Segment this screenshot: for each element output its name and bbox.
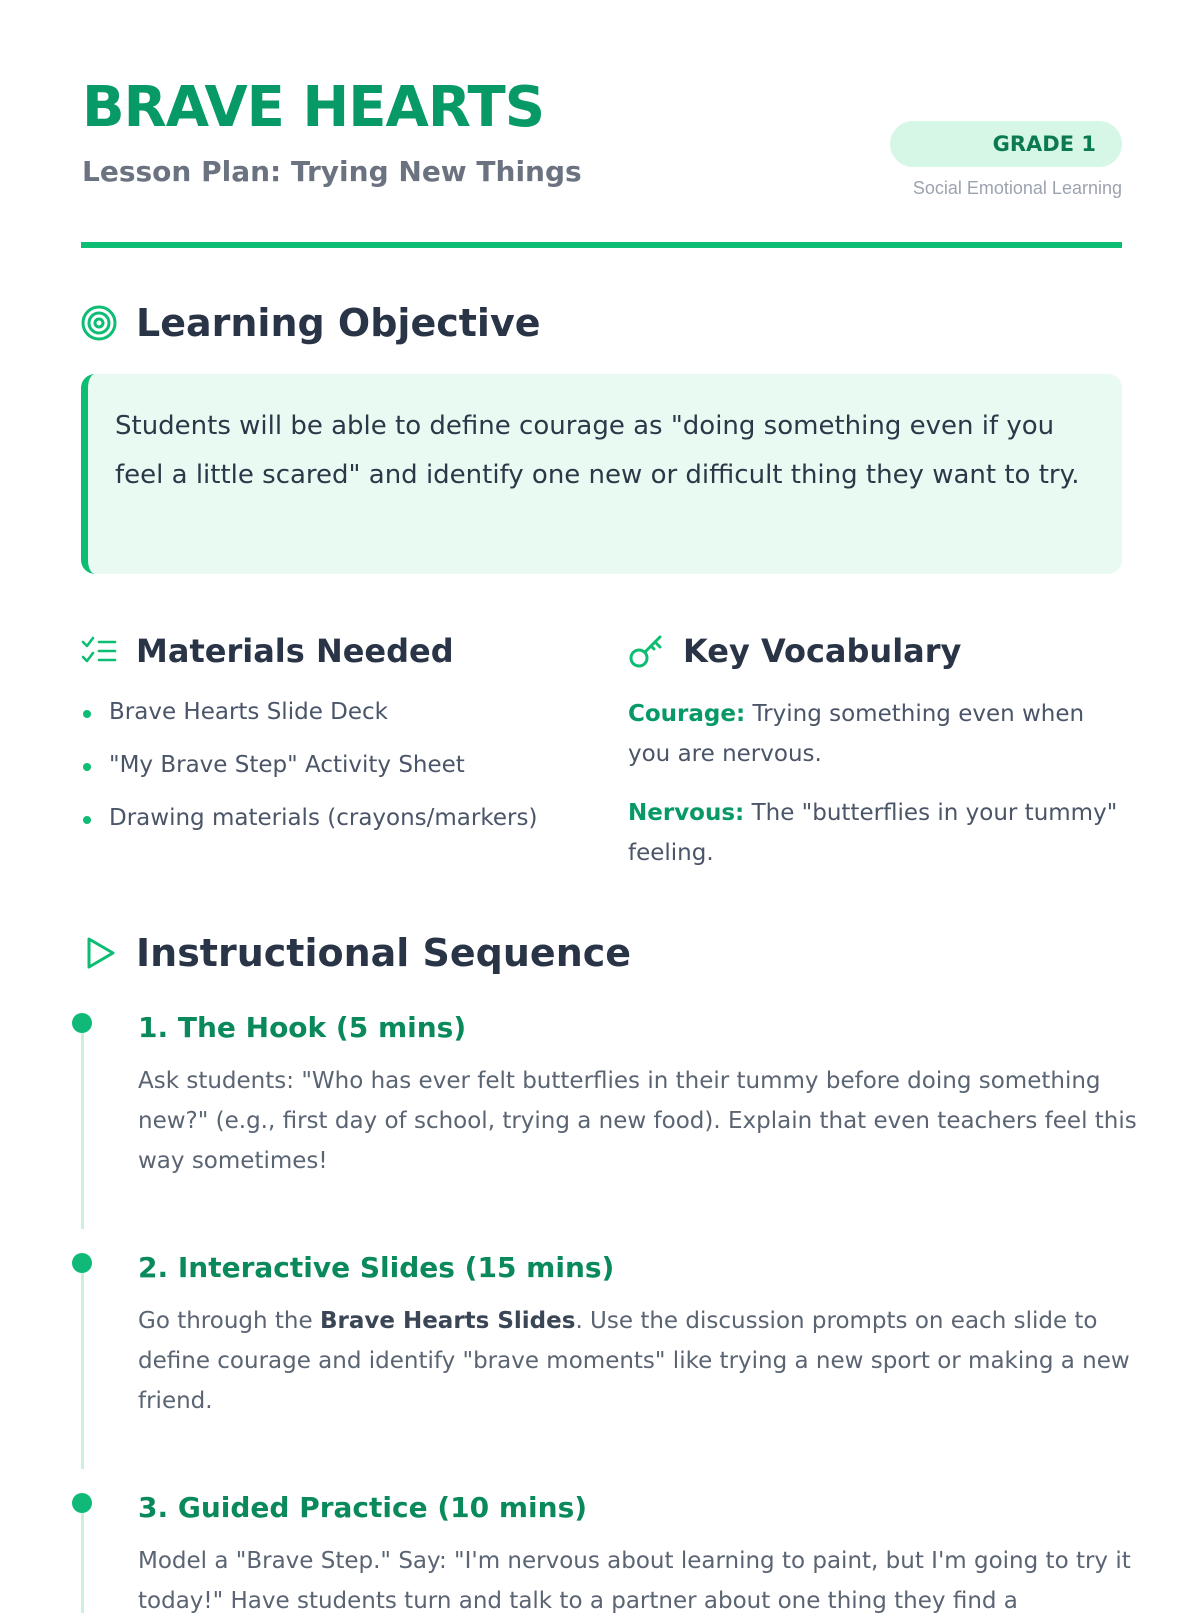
step-title: 3. Guided Practice (10 mins) <box>138 1491 588 1524</box>
timeline-step <box>72 1011 1137 1243</box>
grade-badge: GRADE 1 <box>890 121 1122 167</box>
step-body: Ask students: "Who has ever felt butterflies in their tummy before doing something new?" (e.g., first day of school, trying a new food). Explain that even teachers feel this way sometimes! <box>138 1068 1137 1174</box>
step-body-text: Go through the <box>138 1308 320 1334</box>
header-divider <box>81 242 1122 248</box>
vocabulary-term: Nervous: <box>628 800 745 826</box>
timeline-line <box>81 1513 84 1613</box>
subject-caption: Social Emotional Learning <box>912 178 1122 198</box>
step-title: 1. The Hook (5 mins) <box>138 1011 467 1044</box>
slides-reference: Brave Hearts Slides <box>319 1308 576 1334</box>
vocabulary-term: Courage: <box>628 701 746 727</box>
vocabulary-title: Key Vocabulary <box>683 632 962 670</box>
document-subtitle: Lesson Plan: Trying New Things <box>82 155 582 188</box>
materials-title: Materials Needed <box>136 632 454 670</box>
step-body <box>138 1301 1138 1421</box>
list-item: Brave Hearts Slide Deck <box>82 695 602 748</box>
timeline-step <box>72 1493 1132 1613</box>
list-item: "My Brave Step" Activity Sheet <box>82 748 602 801</box>
document-title: BRAVE HEARTS <box>82 75 545 140</box>
timeline-dot <box>72 1253 92 1273</box>
step-title: 2. Interactive Slides (15 mins) <box>138 1251 615 1284</box>
vocabulary-heading <box>627 632 961 670</box>
play-icon <box>80 934 118 972</box>
vocabulary-entry <box>628 793 1128 873</box>
timeline-line <box>81 1033 84 1229</box>
step-body: Model a "Brave Step." Say: "I'm nervous about learning to paint, but I'm going to try it today!" Have students turn and talk to a partner about one thing they find a <box>138 1548 1131 1614</box>
list-item: Drawing materials (crayons/markers) <box>82 801 602 854</box>
sequence-title: Instructional Sequence <box>136 931 632 975</box>
timeline-dot <box>72 1493 92 1513</box>
timeline-line <box>81 1273 84 1469</box>
vocabulary-definition: Trying something even when you are nervous. <box>628 701 1085 767</box>
materials-list <box>82 695 602 854</box>
vocabulary-entry <box>628 694 1128 774</box>
checklist-icon <box>80 632 118 670</box>
objective-callout <box>81 374 1122 574</box>
vocabulary-definition: The "butterflies in your tummy" feeling. <box>628 800 1118 866</box>
timeline-dot <box>72 1013 92 1033</box>
target-icon <box>80 304 118 342</box>
objective-text: Students will be able to define courage as "doing something even if you feel a little scared" and identify one new or difficult thing they want to try. <box>115 411 1080 490</box>
vocabulary-list <box>628 694 1128 892</box>
step-body-text: . Use the discussion prompts on each slide to define courage and identify "brave moments" like trying a new sport or making a new friend. <box>138 1308 1130 1414</box>
learning-objective-title: Learning Objective <box>136 301 541 345</box>
timeline-step <box>72 1253 1132 1483</box>
materials-heading <box>80 632 454 670</box>
learning-objective-heading <box>80 301 541 345</box>
key-icon <box>627 632 665 670</box>
sequence-heading <box>80 931 632 975</box>
